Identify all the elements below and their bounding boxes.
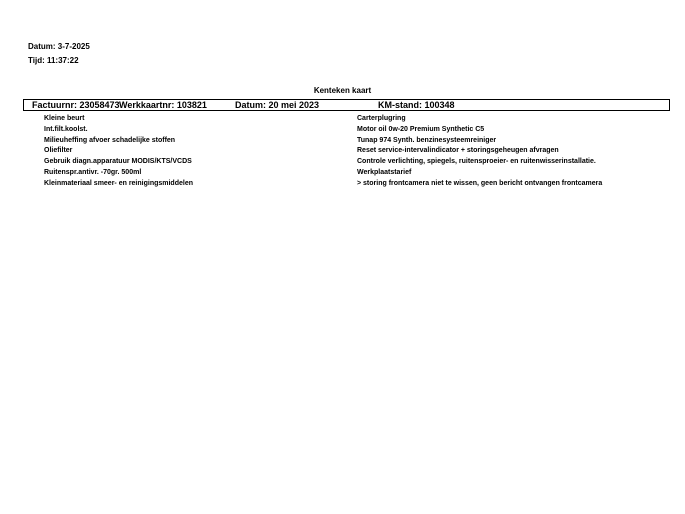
- print-date: Datum: 3-7-2025: [28, 42, 90, 51]
- list-item: Ruitenspr.antivr. -70gr. 500ml: [44, 168, 142, 176]
- right-item-list: [357, 114, 602, 190]
- list-item: Kleine beurt: [44, 115, 85, 122]
- left-item-list: [44, 114, 193, 190]
- list-item: Gebruik diagn.apparatuur MODIS/KTS/VCDS: [44, 158, 192, 166]
- list-item: Milieuheffing afvoer schadelijke stoffen: [44, 136, 176, 144]
- list-item: Motor oil 0w-20 Premium Synthetic C5: [357, 125, 485, 133]
- list-item: Oliefilter: [44, 147, 73, 155]
- print-time: Tijd: 11:37:22: [28, 56, 79, 65]
- invoice-number: Factuurnr: 23058473: [32, 100, 120, 110]
- km-reading: KM-stand: 100348: [378, 100, 455, 110]
- list-item: > storing frontcamera niet te wissen, geen bericht ontvangen frontcamera: [357, 179, 603, 187]
- invoice-header-box: [23, 99, 670, 111]
- workcard-number: Werkkaartnr: 103821: [119, 100, 207, 110]
- list-item: Reset service-intervalindicator + storingsgeheugen afvragen: [357, 147, 559, 155]
- invoice-date: Datum: 20 mei 2023: [235, 100, 320, 110]
- list-item: Controle verlichting, spiegels, ruitensproeier- en ruitenwisserinstallatie.: [357, 158, 596, 166]
- list-item: Werkplaatstarief: [357, 168, 412, 176]
- list-item: Tunap 974 Synth. benzinesysteemreiniger: [357, 136, 497, 144]
- list-item: Kleinmateriaal smeer- en reinigingsmiddelen: [44, 179, 193, 187]
- list-item: Int.filt.koolst.: [44, 125, 88, 133]
- list-item: Carterplugring: [357, 115, 406, 122]
- page-title: Kenteken kaart: [313, 86, 372, 95]
